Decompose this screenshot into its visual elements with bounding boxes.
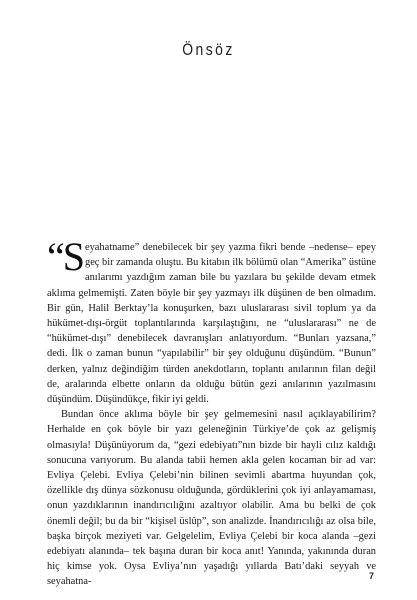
paragraph-1 (47, 234, 376, 407)
drop-cap: “S (47, 234, 83, 279)
chapter-title: Önsöz (182, 40, 235, 59)
paragraph-2: Bundan önce aklıma böyle bir şey gelmemesini nasıl açıklayabilirim? Herhalde en çok böyle bir yazı geleneğinin Türkiye’de çok az gelişmiş olmasıyla! Düşünüyorum da, “gezi edebiyatı”nın bizde bir hayli cılız kaldığı sonucuna varıyorum. Bu alanda tabii hemen akla gelen kocaman bir ad var: Evliya Çelebi. Evliya Çelebi’nin bilinen sevimli abartma huyundan çok, özellikle dış dünya sözkonusu olduğunda, gördüklerini çok iyi anlayamaması, onun yazdıklarının inandırıcılığını azaltıyor olabilir. Ama bu belki de çok önemli değil; bu da bir “kişisel üslûp”, son analizde. İnandırıcılığı az olsa bile, başka birçok meziyeti var. Gelgelelim, Evliya Çelebi bir koca alanda –gezi edebiyatı alanında– tek başına duran bir koca anıt! Yanında, yakınında duran hiç kimse yok. Oysa Evliya’nın yaşadığı yıllarda Batı’daki seyyah ve seyahatna- (47, 409, 376, 588)
body-text (47, 234, 376, 590)
page-number: 7 (368, 571, 374, 581)
paragraph-1-text: eyahatname” denebilecek bir şey yazma fikri bende –nedense– epey geç bir zamanda oluştu. Bu kitabın ilk bölümü olan “Amerika” üstüne anılarımı yazdığım zaman bile bu yazılara bu şekilde devam etmek aklıma gelmemişti. Zaten böyle bir şey yazmayı ilk düşünen de ben olmadım. Bir gün, Halil Berktay’la konuşurken, bazı uluslararası sivil toplum ya da hükümet-dışı-örgüt toplantılarında karşılaştığını, ne “uluslararası” ne de “hükümet-dışı” denebilecek davranışları anlatıyordum. “Bunları yazsana,” dedi. İlk o zaman bunun “yapılabilir” bir şey olduğunu düşündüm. “Bunun” derken, yalnız değindiğim türden anekdotların, toplantı anılarının filan değil de, aralarında elbette onların da olduğu bütün gezi anılarının yazılmasını düşündüm. Düşündükçe, fikir iyi geldi. (47, 242, 376, 406)
